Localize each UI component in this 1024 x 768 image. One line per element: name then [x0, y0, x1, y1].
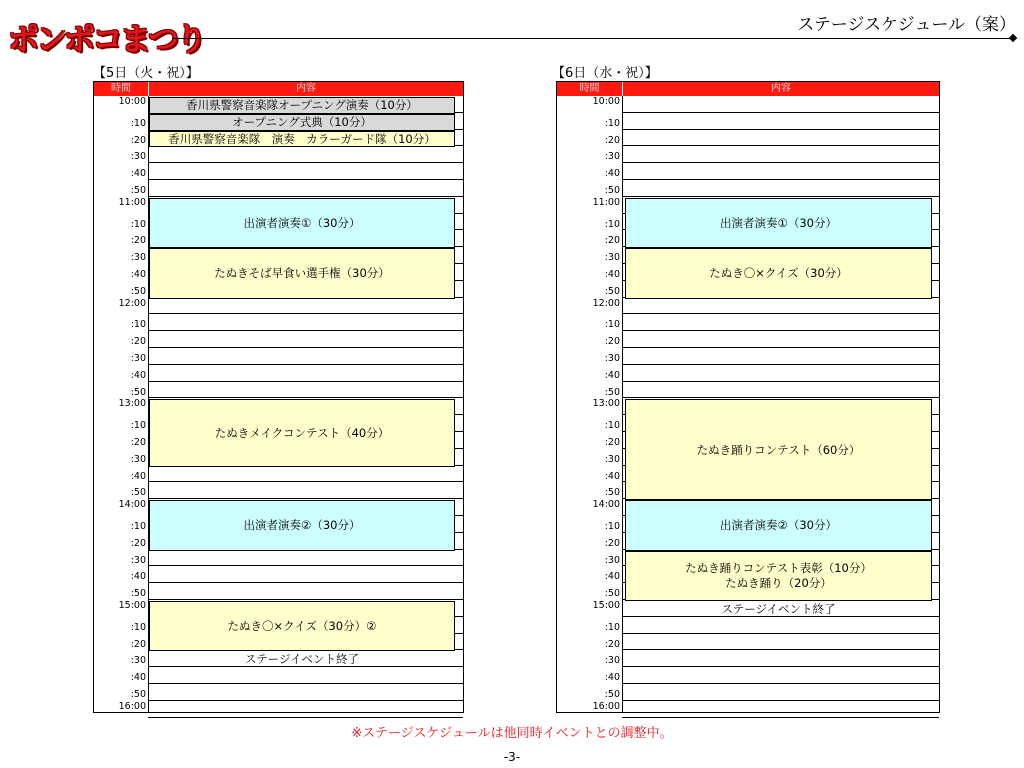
- time-slot-row: [557, 163, 939, 180]
- schedule-table-day-6: [556, 81, 940, 713]
- time-slot-label: 12:00: [118, 297, 146, 309]
- time-slot-row: [557, 684, 939, 701]
- time-slot-label: :20: [604, 537, 620, 549]
- time-slot-label: :20: [130, 537, 146, 549]
- time-slot-label: :20: [604, 437, 620, 448]
- time-slot-row: [94, 684, 463, 701]
- time-slot-label: :10: [130, 319, 146, 331]
- header-divider-endpoint: [1009, 34, 1017, 42]
- schedule-event: たぬき踊りコンテスト（60分）: [625, 399, 932, 500]
- schedule-event: 香川県警察音楽隊 演奏 カラーガード隊（10分）: [149, 131, 455, 148]
- time-slot-row: [557, 382, 939, 399]
- time-slot-label: :50: [130, 487, 146, 499]
- time-slot-label: :10: [130, 218, 146, 230]
- time-slot-label: :30: [130, 151, 146, 163]
- schedule-event: たぬき〇×クイズ（30分）②: [149, 601, 455, 651]
- time-slot-row: [557, 365, 939, 382]
- time-slot-row: [94, 583, 463, 600]
- time-slot-label: :10: [130, 420, 146, 432]
- time-slot-label: :50: [130, 689, 146, 700]
- time-slot-label: :50: [130, 386, 146, 398]
- time-slot-label: :30: [604, 151, 620, 163]
- time-slot-row: [557, 130, 939, 147]
- schedule-event: 出演者演奏②（30分）: [149, 500, 455, 550]
- time-slot-row: [94, 466, 463, 483]
- time-slot-label: :40: [130, 672, 146, 684]
- time-slot-row: [557, 314, 939, 331]
- time-slot-label: :20: [604, 638, 620, 650]
- time-slot-label: :40: [604, 672, 620, 684]
- schedule-event: たぬき〇×クイズ（30分）: [625, 248, 932, 298]
- time-slot-row: [557, 96, 939, 113]
- schedule-event: オープニング式典（10分）: [149, 114, 455, 131]
- time-slot-label: :30: [604, 453, 620, 465]
- time-slot-row: [557, 634, 939, 651]
- time-slot-label: 16:00: [592, 700, 620, 712]
- time-slot-label: 16:00: [118, 700, 146, 712]
- header-divider: [172, 38, 1014, 39]
- time-slot-row: [94, 331, 463, 348]
- time-slot-label: 13:00: [118, 398, 146, 410]
- schedule-table-day-5: [93, 81, 464, 713]
- time-slot-label: :30: [604, 252, 620, 264]
- time-slot-label: :10: [130, 117, 146, 129]
- time-slot-label: :40: [130, 571, 146, 583]
- time-slot-row: [557, 650, 939, 667]
- time-slot-label: 11:00: [118, 196, 146, 208]
- schedule-event: 出演者演奏②（30分）: [625, 500, 932, 550]
- time-slot-label: :40: [604, 571, 620, 583]
- content-column-header: 内容: [296, 83, 316, 94]
- time-slot-label: :30: [604, 655, 620, 667]
- time-slot-label: :10: [130, 621, 146, 633]
- time-slot-label: 10:00: [592, 96, 620, 107]
- time-slot-row: [94, 482, 463, 499]
- time-slot-label: :40: [130, 470, 146, 482]
- time-slot-label: 13:00: [592, 398, 620, 410]
- time-slot-row: [557, 617, 939, 634]
- time-slot-label: 15:00: [118, 600, 146, 611]
- time-slot-label: :10: [604, 218, 620, 230]
- time-slot-label: :30: [604, 554, 620, 566]
- time-slot-row: [557, 113, 939, 130]
- time-slot-label: :10: [604, 521, 620, 532]
- time-slot-row: [557, 667, 939, 684]
- festival-logo: ポンポコまつり: [8, 22, 204, 58]
- time-slot-label: :20: [130, 638, 146, 650]
- time-slot-label: :30: [130, 655, 146, 667]
- schedule-header: [557, 82, 939, 96]
- stage-end-note: ステージイベント終了: [721, 602, 836, 616]
- time-slot-label: :10: [604, 319, 620, 331]
- time-column-header: 時間: [557, 82, 623, 96]
- time-slot-label: :30: [130, 353, 146, 364]
- page-number: -3-: [503, 750, 521, 764]
- schedule-event: たぬきそば早食い選手権（30分）: [149, 248, 455, 298]
- time-slot-label: :50: [604, 185, 620, 196]
- time-slot-label: :40: [130, 168, 146, 180]
- schedule-footnote: ※ステージスケジュールは他同時イベントとの調整中。: [351, 726, 673, 741]
- time-slot-row: [94, 163, 463, 180]
- page-title: ステージスケジュール（案）: [797, 15, 1016, 35]
- time-slot-label: :20: [130, 235, 146, 247]
- time-slot-row: [557, 180, 939, 197]
- time-slot-label: :20: [604, 235, 620, 247]
- time-slot-label: 15:00: [592, 600, 620, 611]
- time-slot-label: :40: [130, 369, 146, 381]
- time-slot-row: [94, 382, 463, 399]
- time-slot-row: [94, 365, 463, 382]
- time-slot-label: :40: [604, 369, 620, 381]
- time-slot-row: [94, 550, 463, 567]
- time-slot-label: :20: [130, 134, 146, 146]
- time-slot-label: :10: [604, 420, 620, 432]
- time-slot-row: [557, 348, 939, 365]
- time-slot-row: [94, 667, 463, 684]
- time-slot-row: [557, 298, 939, 315]
- time-slot-label: :40: [130, 269, 146, 280]
- time-slot-label: :40: [604, 470, 620, 482]
- time-slot-label: :10: [130, 521, 146, 532]
- time-slot-row: [94, 566, 463, 583]
- time-column-header: 時間: [94, 82, 149, 96]
- time-slot-label: 10:00: [118, 96, 146, 107]
- time-slot-row: [94, 701, 463, 718]
- schedule-event: 出演者演奏①（30分）: [625, 198, 932, 248]
- time-slot-label: :10: [604, 621, 620, 633]
- time-slot-label: 14:00: [118, 499, 146, 511]
- time-slot-label: :50: [130, 588, 146, 600]
- schedule-event: 香川県警察音楽隊オープニング演奏（10分）: [149, 97, 455, 114]
- time-slot-gridline: [622, 717, 939, 718]
- time-slot-row: [94, 180, 463, 197]
- time-slot-label: :20: [130, 437, 146, 448]
- time-slot-row: [557, 331, 939, 348]
- schedule-event: たぬきメイクコンテスト（40分）: [149, 399, 455, 466]
- time-slot-label: :40: [604, 269, 620, 280]
- time-slot-label: :40: [604, 168, 620, 180]
- time-slot-label: :50: [130, 185, 146, 196]
- time-slot-label: 12:00: [592, 297, 620, 309]
- day-label-5: 【5日（火・祝）】: [93, 66, 199, 81]
- time-slot-label: :50: [604, 588, 620, 600]
- time-slot-label: 14:00: [592, 499, 620, 511]
- time-slot-row: [94, 146, 463, 163]
- time-slot-row: [94, 348, 463, 365]
- time-slot-label: :20: [604, 336, 620, 348]
- time-slot-row: [557, 146, 939, 163]
- schedule-event: たぬき踊りコンテスト表彰（10分） たぬき踊り（20分）: [625, 551, 932, 601]
- time-slot-label: :30: [130, 252, 146, 264]
- time-slot-label: :30: [130, 453, 146, 465]
- time-slot-label: :30: [604, 353, 620, 364]
- time-slot-label: :50: [130, 285, 146, 297]
- schedule-header: [94, 82, 463, 96]
- time-slot-row: [557, 701, 939, 718]
- time-slot-label: 11:00: [592, 196, 620, 208]
- time-slot-label: :50: [604, 487, 620, 499]
- time-slot-label: :20: [130, 336, 146, 348]
- time-slot-row: [94, 298, 463, 315]
- stage-end-note: ステージイベント終了: [245, 652, 359, 667]
- day-label-6: 【6日（水・祝）】: [552, 66, 658, 81]
- time-slot-label: :50: [604, 386, 620, 398]
- time-slot-label: :20: [604, 134, 620, 146]
- content-column-header: 内容: [771, 83, 791, 94]
- time-slot-label: :50: [604, 285, 620, 297]
- time-slot-row: [94, 314, 463, 331]
- schedule-event: 出演者演奏①（30分）: [149, 198, 455, 248]
- time-slot-label: :10: [604, 117, 620, 129]
- time-slot-label: :30: [130, 554, 146, 566]
- time-slot-label: :50: [604, 689, 620, 700]
- time-slot-gridline: [148, 717, 463, 718]
